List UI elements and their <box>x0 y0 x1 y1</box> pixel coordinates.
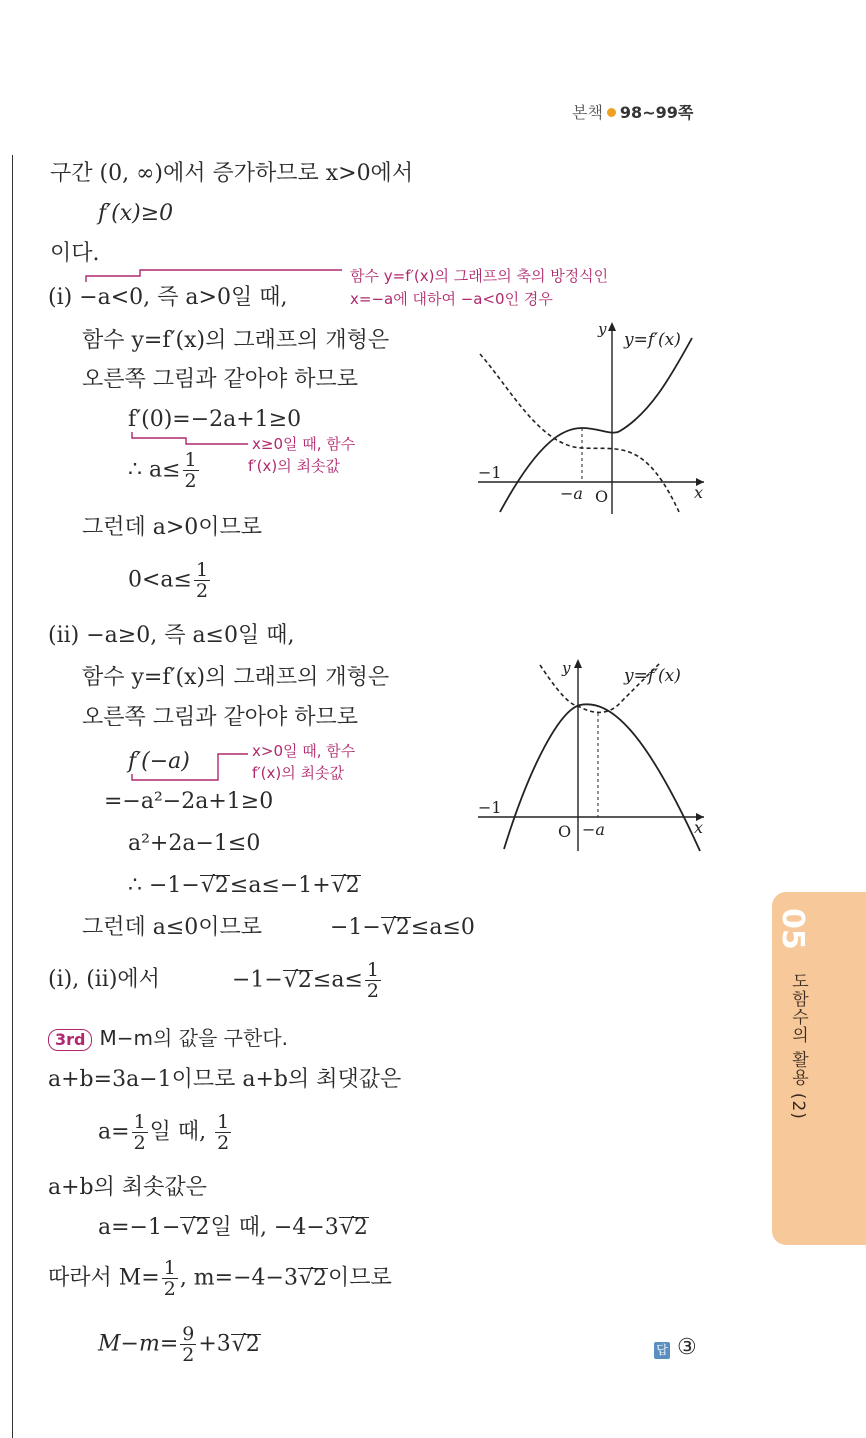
concl-c: 이므로 <box>328 1265 392 1291</box>
graph1-x-label: x <box>694 483 704 502</box>
frac-den: 2 <box>133 1132 146 1154</box>
min-line: a+b의 최솟값은 <box>48 1175 207 1200</box>
case2-sentence-2: 오른쪽 그림과 같아야 하므로 <box>82 705 359 730</box>
line-2: f′(x)≥0 <box>98 201 174 226</box>
case1-eq2-text: ∴ a≤ <box>128 457 181 483</box>
min-b: 일 때, −4−3 <box>210 1215 339 1240</box>
case2-equation-5 <box>330 914 475 942</box>
header-book: 본책 <box>572 103 603 122</box>
final-line <box>98 1324 261 1365</box>
graph-case2 <box>470 655 710 855</box>
graph1-neg-a: −a <box>560 484 583 503</box>
answer-icon: 답 <box>654 1342 670 1359</box>
line-3: 이다. <box>50 241 100 266</box>
frac-den: 2 <box>184 470 197 492</box>
combined-pre: (i), (ii)에서 <box>48 967 160 992</box>
graph2-neg1: −1 <box>478 798 502 817</box>
graph1-neg1: −1 <box>478 463 502 482</box>
sqrt-2-value: 2 <box>195 1215 210 1240</box>
case1-note-bracket <box>84 268 346 284</box>
case1-equation-3 <box>128 560 212 601</box>
max-b: 일 때, <box>149 1119 207 1145</box>
case1-note-4: f′(x)의 최솟값 <box>248 457 340 475</box>
fraction-nine-halves <box>180 1324 196 1365</box>
sqrt-2: √2 <box>381 915 410 940</box>
final-a: M−m= <box>98 1331 179 1357</box>
page-header <box>572 100 693 123</box>
graph1-y-label: y <box>598 320 607 338</box>
graph1-curve-label: y=f′(x) <box>624 330 681 350</box>
case1-head: (i) −a<0, 즉 a>0일 때, <box>48 285 288 310</box>
page-left-rule <box>12 155 13 1438</box>
frac-num: 9 <box>182 1323 195 1345</box>
case1-sentence-1: 함수 y=f′(x)의 그래프의 개형은 <box>82 328 390 353</box>
case2-equation-4 <box>128 872 361 900</box>
graph2-x-label: x <box>694 818 704 837</box>
sqrt-2: √2 <box>231 1331 260 1357</box>
graph2-y-label: y <box>562 659 571 677</box>
sqrt-2: √2 <box>181 1215 210 1240</box>
concl-b: , m=−4−3 <box>179 1265 298 1291</box>
case1-note-1: 함수 y=f′(x)의 그래프의 축의 방정식인 <box>350 267 609 285</box>
sqrt-2-value: 2 <box>353 1215 368 1240</box>
graph1-origin: O <box>595 487 609 506</box>
frac-num: 1 <box>184 449 197 471</box>
sqrt-2-value: 2 <box>297 967 312 993</box>
frac-num: 1 <box>195 559 209 581</box>
case1-sentence-2: 오른쪽 그림과 같아야 하므로 <box>82 367 359 392</box>
sqrt-2-value: 2 <box>345 873 360 898</box>
frac-num: 1 <box>133 1111 146 1133</box>
frac-den: 2 <box>195 580 209 602</box>
frac-num: 1 <box>163 1257 176 1279</box>
frac-den: 2 <box>182 1344 195 1366</box>
frac-den: 2 <box>217 1132 230 1154</box>
step-text: M−m의 값을 구한다. <box>99 1026 288 1050</box>
case2-note-1: x>0일 때, 함수 <box>252 742 356 760</box>
min-value-line <box>98 1214 369 1242</box>
case1-equation-2 <box>128 450 201 491</box>
sqrt-2-value: 2 <box>313 1265 327 1291</box>
combined-b: ≤a≤ <box>312 967 363 993</box>
answer <box>654 1334 697 1362</box>
combined-result <box>232 960 383 1001</box>
max-line <box>98 1112 233 1153</box>
case2-eq5-a: −1− <box>330 915 381 940</box>
case2-sentence-1: 함수 y=f′(x)의 그래프의 개형은 <box>82 665 390 690</box>
frac-den: 2 <box>163 1278 176 1300</box>
combined-a: −1− <box>232 967 283 993</box>
fraction-half <box>132 1112 148 1153</box>
concl-a: 따라서 M= <box>48 1265 160 1291</box>
case2-eq5-b: ≤a≤0 <box>410 915 475 940</box>
sqrt-2: √2 <box>283 967 312 993</box>
chapter-tab-number: 05 <box>775 908 810 950</box>
fraction-half <box>183 450 199 491</box>
sqrt-2: √2 <box>200 873 229 898</box>
graph-case1 <box>470 318 710 518</box>
ab-line: a+b=3a−1이므로 a+b의 최댓값은 <box>48 1067 402 1092</box>
case2-equation-2: =−a²−2a+1≥0 <box>104 789 274 814</box>
final-b: +3 <box>198 1331 231 1357</box>
case2-head: (ii) −a≥0, 즉 a≤0일 때, <box>48 623 295 648</box>
case2-equation-3: a²+2a−1≤0 <box>128 831 261 856</box>
header-pages: 98~99쪽 <box>619 103 694 122</box>
fraction-half <box>162 1258 178 1299</box>
case1-eq-bracket <box>130 430 250 446</box>
max-a: a= <box>98 1119 130 1145</box>
case1-note-3: x≥0일 때, 함수 <box>252 435 356 453</box>
case2-note-2: f′(x)의 최솟값 <box>252 764 344 782</box>
frac-den: 2 <box>366 980 379 1002</box>
graph2-neg-a: −a <box>582 820 605 839</box>
answer-value: ③ <box>677 1335 697 1360</box>
case1-equation-1: f′(0)=−2a+1≥0 <box>128 407 302 432</box>
step-3-header <box>48 1024 288 1053</box>
case2-sentence-3: 그런데 a≤0이므로 <box>82 915 263 940</box>
frac-num: 1 <box>366 959 379 981</box>
sqrt-2: √2 <box>331 873 360 898</box>
sqrt-2-value: 2 <box>245 1331 260 1357</box>
case2-equation-1: f′(−a) <box>128 749 190 774</box>
step-badge: 3rd <box>48 1029 92 1051</box>
case1-note-2: x=−a에 대하여 −a<0인 경우 <box>350 290 553 308</box>
fraction-half <box>365 960 381 1001</box>
case1-eq3-text: 0<a≤ <box>128 567 192 593</box>
sqrt-2: √2 <box>298 1265 327 1291</box>
min-a: a=−1− <box>98 1215 181 1240</box>
case2-eq-bracket <box>130 742 250 782</box>
case1-sentence-3: 그런데 a>0이므로 <box>82 515 263 540</box>
line-1: 구간 (0, ∞)에서 증가하므로 x>0에서 <box>50 161 414 186</box>
case2-eq4-b: ≤a≤−1+ <box>229 873 331 898</box>
fraction-half <box>194 560 210 601</box>
sqrt-2-value: 2 <box>214 873 229 898</box>
conclusion-line <box>48 1258 392 1299</box>
frac-num: 1 <box>217 1111 230 1133</box>
chapter-tab-title: 도함수의 활용 (2) <box>788 972 808 1120</box>
sqrt-2: √2 <box>339 1215 368 1240</box>
graph2-curve-label: y=f′(x) <box>624 666 681 686</box>
case2-eq4-a: ∴ −1− <box>128 873 200 898</box>
bullet-dot-icon <box>607 108 616 117</box>
graph2-origin: O <box>558 822 572 841</box>
sqrt-2-value: 2 <box>395 915 410 940</box>
fraction-half <box>215 1112 231 1153</box>
